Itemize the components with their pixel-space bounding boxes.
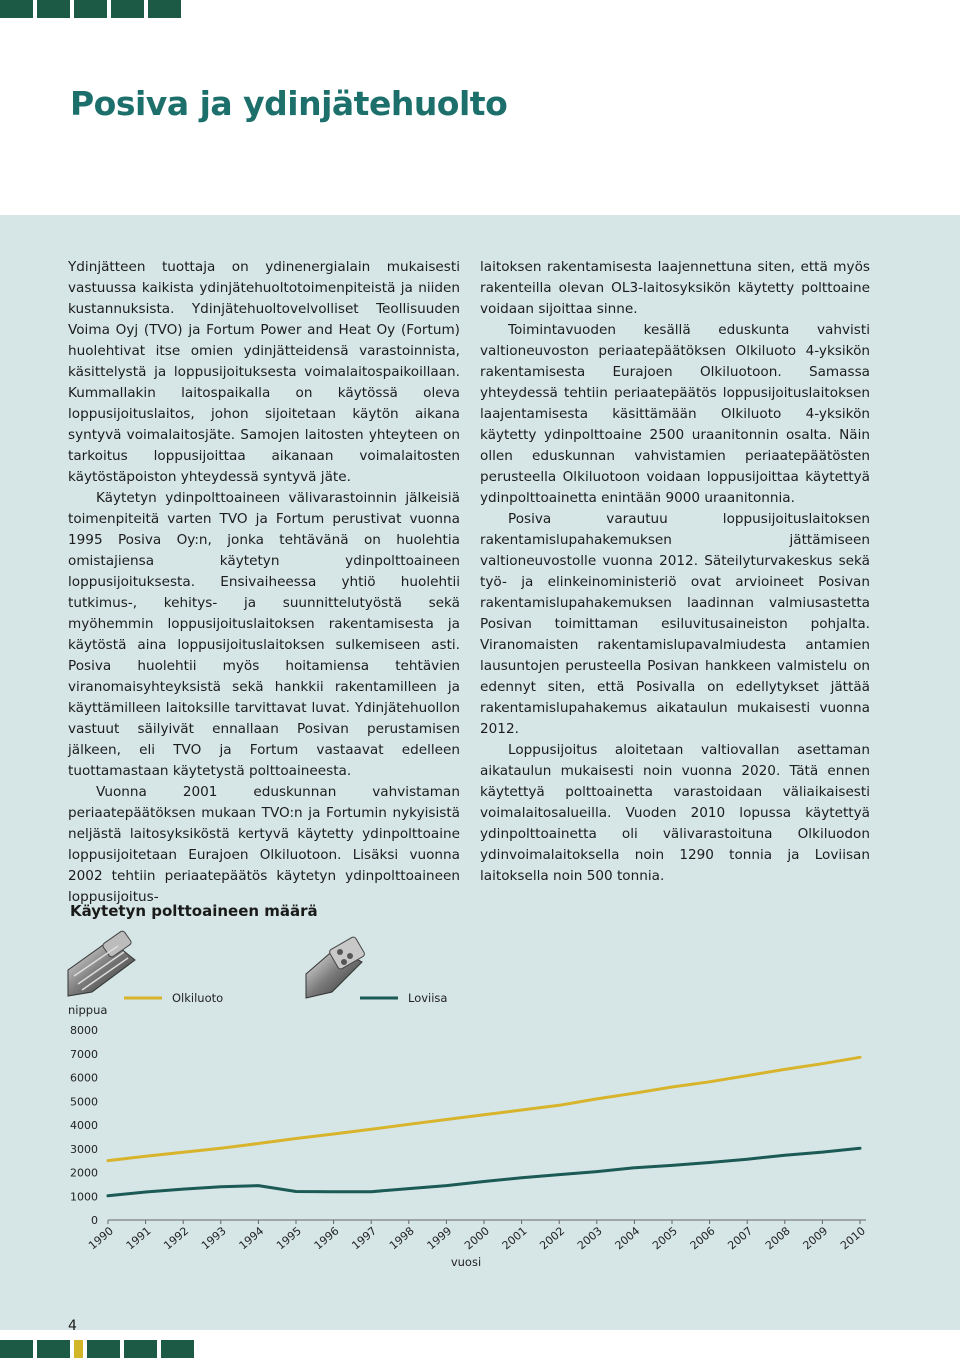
data-point <box>182 1152 184 1154</box>
y-tick-label: 2000 <box>70 1166 98 1180</box>
y-tick-label: 8000 <box>70 1024 98 1037</box>
data-point <box>145 1156 147 1158</box>
data-point <box>596 1171 598 1173</box>
data-point <box>333 1191 335 1193</box>
y-tick-label: 4000 <box>70 1119 98 1132</box>
data-point <box>370 1128 372 1130</box>
data-point <box>634 1167 636 1169</box>
y-tick-label: 3000 <box>70 1142 98 1156</box>
data-point <box>145 1191 147 1193</box>
fuel-assembly-icon <box>306 936 365 998</box>
body-column-left <box>68 257 460 908</box>
y-axis-label: nippua <box>68 1003 108 1017</box>
data-point <box>822 1151 824 1153</box>
paragraph: laitoksen rakentamisesta laajennettuna siten, että myös rakenteilla olevan OL3-laitosyksikön käytetty polttoaine voidaan sijoittaa sinne. <box>480 259 870 317</box>
data-point <box>446 1185 448 1187</box>
data-point <box>709 1162 711 1164</box>
data-point <box>295 1138 297 1140</box>
x-tick-label: 2001 <box>499 1224 530 1253</box>
x-tick-label: 1997 <box>349 1224 380 1253</box>
paragraph: Toimintavuoden kesällä eduskunta vahvisti valtioneuvoston periaatepäätöksen Olkiluoto 4-yksikön rakentamisesta Eurajoen Olkiluotoon. Samassa yhteydessä tehtiin periaatepäätös loppusijoituslaitoksen laajentamisesta käsittämään Olkiluoto 4-yksikön käytetty ydinpolttoaine 2500 uraanitonnin osalta. Näin ollen eduskunnan vahvistamien periaatepäätösten perusteella Olkiluotoon voidaan loppusijoittaa käytettyä ydinpolttoainetta enintään 9000 uraanitonnia. <box>480 322 870 506</box>
data-point <box>671 1086 673 1088</box>
bottom-stripe <box>0 1340 198 1358</box>
y-tick-label: 5000 <box>70 1095 98 1109</box>
data-point <box>521 1109 523 1111</box>
x-tick-label: 2004 <box>612 1224 643 1253</box>
data-point <box>558 1174 560 1176</box>
paragraph: Loppusijoitus aloitetaan valtiovallan asettaman aikataulun mukaisesti noin vuonna 2020. Tätä ennen käytettyä polttoainetta varastoidaan väliaikaisesti voimalaitosalueilla. Vuoden 2010 lopussa käytettyä ydinpolttoainetta oli välivarastoituna Olkiluodon ydinvoimalaitoksella noin 1290 tonnia ja Loviisan laitoksella noin 500 tonnia. <box>480 742 870 884</box>
x-tick-label: 2006 <box>687 1224 718 1253</box>
x-tick-label: 1992 <box>161 1224 192 1253</box>
y-tick-label: 1000 <box>70 1190 98 1204</box>
data-point <box>107 1195 109 1197</box>
x-tick-label: 2005 <box>650 1224 680 1253</box>
data-point <box>483 1181 485 1183</box>
x-tick-label: 1990 <box>86 1224 116 1253</box>
data-point <box>220 1147 222 1149</box>
data-point <box>107 1160 109 1162</box>
data-point <box>746 1158 748 1160</box>
page-title: Posiva ja ydinjätehuolto <box>70 84 508 123</box>
chart-title: Käytetyn polttoaineen määrä <box>70 902 318 920</box>
x-tick-label: 1993 <box>198 1224 229 1253</box>
x-tick-label: 1999 <box>424 1224 455 1253</box>
data-point <box>596 1098 598 1100</box>
data-point <box>408 1123 410 1125</box>
fuel-assembly-icon <box>68 930 135 996</box>
data-point <box>671 1165 673 1167</box>
page-number: 4 <box>68 1318 77 1334</box>
series-line-loviisa <box>108 1148 860 1196</box>
x-tick-label: 2009 <box>800 1224 831 1253</box>
data-point <box>258 1143 260 1145</box>
paragraph: Posiva varautuu loppusijoituslaitoksen rakentamislupahakemuksen jättämiseen valtioneuvostolle vuonna 2012. Säteilyturvakeskus sekä työ- ja elinkeinoministeriö ovat arvioineet Posivan rakentamislupahakemuksen laadinnan valmiusastetta Posivan toimittaman esiluvitusaineiston pohjalta. Viranomaisten rakentamislupavalmiudesta antamien lausuntojen perusteella Posivan hankkeen valmistelu on edennyt siten, että Posivalla on edellytykset jättää rakentamislupahakemus aikataulun mukaisesti vuonna 2012. <box>480 511 870 737</box>
x-tick-label: 1995 <box>274 1224 304 1253</box>
data-point <box>634 1092 636 1094</box>
x-tick-label: 2003 <box>574 1224 605 1253</box>
x-tick-label: 2000 <box>462 1224 492 1253</box>
data-point <box>370 1191 372 1193</box>
paragraph: Ydinjätteen tuottaja on ydinenergialain mukaisesti vastuussa kaikista ydinjätehuoltotoimenpiteistä ja niiden kustannuksista. Ydinjätehuoltovelvolliset Teollisuuden Voima Oyj (TVO) ja Fortum Power and Heat Oy (Fortum) huolehtivat itse omien ydinjätteidensä varastoinnista, käsittelystä ja loppusijoituksesta voimalaitospaikoillaan. Kummallakin laitospaikalla on käytössä oleva loppusijoituslaitos, johon sijoitetaan käytön aikana syntyvä voimalaitosjäte. Samojen laitosten yhteyteen on tarkoitus loppusijoittaa aikanaan voimalaitosten käytöstäpoiston yhteydessä syntyvä jäte. <box>68 259 460 485</box>
data-point <box>709 1081 711 1083</box>
series-line-olkiluoto <box>108 1057 860 1160</box>
fuel-amount-chart <box>0 930 960 1275</box>
y-tick-label: 7000 <box>70 1047 98 1061</box>
data-point <box>446 1119 448 1121</box>
top-stripe <box>0 0 185 18</box>
x-tick-label: 2008 <box>762 1224 793 1253</box>
x-tick-label: 1994 <box>236 1224 267 1253</box>
data-point <box>483 1114 485 1116</box>
data-point <box>258 1185 260 1187</box>
paragraph: Vuonna 2001 eduskunnan vahvistaman periaatepäätöksen mukaan TVO:n ja Fortumin nykyisistä neljästä laitosyksiköstä kertyvä käytetty ydinpolttoaine loppusijoitetaan Eurajoen Olkiluotoon. Lisäksi vuonna 2002 tehtiin periaatepäätös käytetyn ydinpolttoaineen loppusijoitus- <box>68 784 460 905</box>
legend-label: Olkiluoto <box>172 991 224 1005</box>
data-point <box>408 1188 410 1190</box>
data-point <box>859 1147 861 1149</box>
x-tick-label: 1998 <box>386 1224 417 1253</box>
paragraph: Käytetyn ydinpolttoaineen välivarastoinnin jälkeisiä toimenpiteitä varten TVO ja Fortum perustivat vuonna 1995 Posiva Oy:n, jonka tehtävänä on huolehtia omistajiensa käytetyn ydinpolttoaineen loppusijoituksesta. Ensivaiheessa yhtiö huolehtii tutkimus-, kehitys- ja suunnittelutyöstä sekä myöhemmin loppusijoituslaitoksen rakentamisesta ja käytöstä aina loppusijoituslaitoksen sulkemiseen asti. Posiva huolehtii myös hoitamiensa tehtävien viranomaisyhteyksistä sekä hankkii rakentamilleen ja käyttämilleen laitoksille tarvittavat luvat. Ydinjätehuollon vastuut säilyivät ennallaan Posivan perustamisen jälkeen, eli TVO ja Fortum vastaavat edelleen tuottamastaan käytetystä polttoaineesta. <box>68 490 460 779</box>
data-point <box>859 1057 861 1059</box>
x-tick-label: 2010 <box>838 1224 868 1253</box>
data-point <box>182 1188 184 1190</box>
y-tick-label: 6000 <box>70 1071 98 1085</box>
x-tick-label: 2002 <box>537 1224 568 1253</box>
data-point <box>784 1069 786 1071</box>
data-point <box>784 1154 786 1156</box>
y-tick-label: 0 <box>91 1214 98 1227</box>
body-column-right <box>480 257 870 887</box>
data-point <box>220 1186 222 1188</box>
data-point <box>746 1075 748 1077</box>
x-axis-label: vuosi <box>450 1255 482 1269</box>
x-tick-label: 2007 <box>725 1224 756 1253</box>
x-tick-label: 1991 <box>123 1224 154 1253</box>
data-point <box>295 1191 297 1193</box>
data-point <box>558 1104 560 1106</box>
data-point <box>822 1063 824 1065</box>
data-point <box>521 1177 523 1179</box>
x-tick-label: 1996 <box>311 1224 342 1253</box>
data-point <box>333 1133 335 1135</box>
legend-label: Loviisa <box>408 991 448 1005</box>
